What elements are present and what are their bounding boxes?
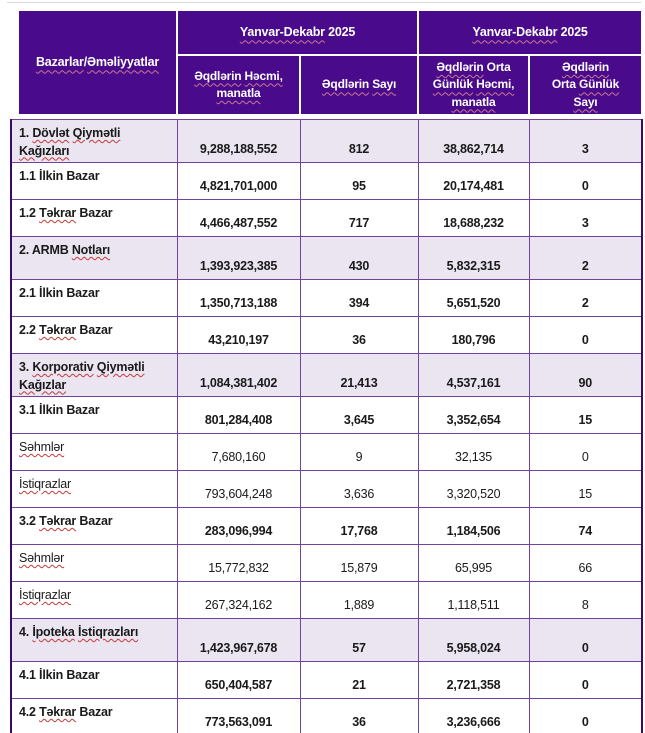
table-row bbox=[11, 545, 642, 582]
misspelled-word: manatla bbox=[451, 94, 496, 109]
value-cell: 394 bbox=[300, 280, 418, 317]
value-cell: 1,393,923,385 bbox=[177, 237, 300, 280]
value-cell: 36 bbox=[300, 699, 418, 733]
value-cell: 9 bbox=[300, 434, 418, 471]
table-row bbox=[11, 619, 642, 662]
value-cell: 65,995 bbox=[418, 545, 529, 582]
misspelled-word: Sayı bbox=[372, 77, 397, 92]
text-segment: Orta bbox=[483, 59, 511, 74]
misspelled-word: Səhmlər bbox=[19, 440, 65, 454]
value-cell: 430 bbox=[300, 237, 418, 280]
row-label bbox=[11, 200, 177, 237]
table-row bbox=[11, 508, 642, 545]
misspelled-word: Həcmi, bbox=[244, 68, 283, 83]
misspelled-word: Təkrar bbox=[39, 705, 77, 719]
text-segment: 1.1 İlkin Bazar bbox=[19, 169, 100, 183]
row-label bbox=[11, 120, 177, 163]
value-cell: 36 bbox=[300, 317, 418, 354]
misspelled-word: Əməliyyatlar bbox=[87, 55, 160, 70]
value-cell: 7,680,160 bbox=[177, 434, 300, 471]
value-cell: 3,645 bbox=[300, 397, 418, 434]
misspelled-word: Günlük bbox=[432, 77, 473, 92]
value-cell: 812 bbox=[300, 120, 418, 163]
value-cell: 66 bbox=[529, 545, 642, 582]
value-cell: 43,210,197 bbox=[177, 317, 300, 354]
text-segment: Orta bbox=[551, 77, 579, 92]
value-cell: 1,084,381,402 bbox=[177, 354, 300, 397]
misspelled-word: Səhmlər bbox=[19, 551, 65, 565]
value-cell: 773,563,091 bbox=[177, 699, 300, 733]
misspelled-word: Kağızları bbox=[19, 143, 70, 158]
misspelled-word: Əqdlərin bbox=[321, 77, 370, 92]
text-segment: Bazar bbox=[76, 323, 113, 337]
table-row bbox=[11, 354, 642, 397]
text-segment: 4.2 bbox=[19, 705, 40, 719]
table-row bbox=[11, 434, 642, 471]
value-cell: 0 bbox=[529, 699, 642, 733]
value-cell: 8 bbox=[529, 582, 642, 619]
value-cell: 717 bbox=[300, 200, 418, 237]
misspelled-word: Əqdlərin bbox=[436, 59, 484, 74]
value-cell: 2,721,358 bbox=[418, 662, 529, 699]
value-cell: 0 bbox=[529, 163, 642, 200]
table-row bbox=[11, 317, 642, 354]
text-segment: Bazar bbox=[76, 705, 113, 719]
value-cell: 3,636 bbox=[300, 471, 418, 508]
table-row bbox=[11, 471, 642, 508]
table-row bbox=[11, 200, 642, 237]
column-header-avg-daily-count bbox=[530, 56, 641, 114]
value-cell: 9,288,188,552 bbox=[177, 120, 300, 163]
row-label bbox=[11, 582, 177, 619]
misspelled-word: Bazarlar bbox=[35, 55, 84, 70]
misspelled-word: Günlük bbox=[578, 77, 620, 92]
misspelled-word: İstiqrazları bbox=[77, 625, 139, 639]
table-row bbox=[11, 120, 642, 163]
row-label bbox=[11, 280, 177, 317]
value-cell: 3,352,654 bbox=[418, 397, 529, 434]
table-row bbox=[11, 163, 642, 200]
row-label bbox=[11, 662, 177, 699]
value-cell: 0 bbox=[529, 619, 642, 662]
value-cell: 95 bbox=[300, 163, 418, 200]
misspelled-word: Notları bbox=[71, 243, 110, 257]
value-cell: 18,688,232 bbox=[418, 200, 529, 237]
value-cell: 4,537,161 bbox=[418, 354, 529, 397]
misspelled-word: Əqdlərin bbox=[194, 68, 242, 83]
row-label bbox=[11, 545, 177, 582]
value-cell: 1,118,511 bbox=[418, 582, 529, 619]
value-cell: 4,466,487,552 bbox=[177, 200, 300, 237]
value-cell: 17,768 bbox=[300, 508, 418, 545]
value-cell: 1,184,506 bbox=[418, 508, 529, 545]
text-segment: 1.2 bbox=[19, 206, 40, 220]
misspelled-word: Həcmi, bbox=[476, 77, 515, 92]
value-cell: 4,821,701,000 bbox=[177, 163, 300, 200]
row-label bbox=[11, 317, 177, 354]
value-cell: 2 bbox=[529, 237, 642, 280]
column-header-deal-count bbox=[301, 56, 417, 114]
table-row bbox=[11, 280, 642, 317]
value-cell: 5,832,315 bbox=[418, 237, 529, 280]
value-cell: 3,320,520 bbox=[418, 471, 529, 508]
text-segment: 2025 bbox=[324, 25, 356, 40]
value-cell: 0 bbox=[529, 317, 642, 354]
page-top-rule bbox=[7, 2, 641, 3]
row-label bbox=[11, 619, 177, 662]
value-cell: 21 bbox=[300, 662, 418, 699]
value-cell: 15 bbox=[529, 471, 642, 508]
value-cell: 650,404,587 bbox=[177, 662, 300, 699]
table-row bbox=[11, 582, 642, 619]
text-segment: 3. bbox=[19, 360, 33, 374]
column-header-markets-operations bbox=[19, 11, 176, 114]
misspelled-word: Təkrar bbox=[39, 514, 77, 528]
value-cell: 20,174,481 bbox=[418, 163, 529, 200]
value-cell: 5,651,520 bbox=[418, 280, 529, 317]
text-segment: 4. bbox=[19, 625, 33, 639]
misspelled-word: İstiqrazlar bbox=[19, 477, 71, 491]
misspelled-word: Yanvar-Dekabr bbox=[472, 25, 558, 40]
row-label bbox=[11, 163, 177, 200]
value-cell: 74 bbox=[529, 508, 642, 545]
row-label bbox=[11, 699, 177, 733]
text-segment: 2.2 bbox=[19, 323, 40, 337]
text-segment: 3.2 bbox=[19, 514, 40, 528]
value-cell: 801,284,408 bbox=[177, 397, 300, 434]
value-cell: 3,236,666 bbox=[418, 699, 529, 733]
securities-market-table bbox=[10, 119, 643, 733]
value-cell: 283,096,994 bbox=[177, 508, 300, 545]
text-segment: 1. bbox=[19, 126, 33, 140]
text-segment: 2.1 İlkin Bazar bbox=[19, 286, 100, 300]
value-cell: 90 bbox=[529, 354, 642, 397]
value-cell: 3 bbox=[529, 200, 642, 237]
row-label bbox=[11, 434, 177, 471]
market-table-body bbox=[11, 120, 642, 733]
misspelled-word: manatla bbox=[216, 86, 261, 100]
value-cell: 57 bbox=[300, 619, 418, 662]
column-header-avg-daily-volume bbox=[419, 56, 528, 114]
group-header-period-2 bbox=[419, 11, 641, 54]
text-segment: 2025 bbox=[557, 25, 588, 40]
table-row bbox=[11, 397, 642, 434]
value-cell: 267,324,162 bbox=[177, 582, 300, 619]
misspelled-word: Sayı bbox=[573, 94, 598, 109]
text-segment: 2. ARMB bbox=[19, 243, 72, 257]
value-cell: 21,413 bbox=[300, 354, 418, 397]
misspelled-word: İstiqrazlar bbox=[19, 588, 71, 602]
misspelled-word: Qiymətli bbox=[72, 126, 121, 140]
value-cell: 3 bbox=[529, 120, 642, 163]
value-cell: 1,889 bbox=[300, 582, 418, 619]
value-cell: 180,796 bbox=[418, 317, 529, 354]
value-cell: 0 bbox=[529, 662, 642, 699]
text-segment: Bazar bbox=[76, 514, 113, 528]
row-label bbox=[11, 508, 177, 545]
misspelled-word: Əqdlərin bbox=[561, 59, 610, 74]
misspelled-word: Dövlət bbox=[32, 126, 70, 140]
value-cell: 793,604,248 bbox=[177, 471, 300, 508]
row-label bbox=[11, 471, 177, 508]
text-segment: / bbox=[83, 55, 88, 70]
group-header-period-1 bbox=[178, 11, 417, 54]
misspelled-word: Təkrar bbox=[39, 206, 77, 220]
table-row bbox=[11, 662, 642, 699]
table-row bbox=[11, 237, 642, 280]
value-cell: 5,958,024 bbox=[418, 619, 529, 662]
row-label bbox=[11, 354, 177, 397]
text-segment: 3.1 İlkin Bazar bbox=[19, 403, 100, 417]
table-row bbox=[11, 699, 642, 733]
misspelled-word: Yanvar-Dekabr bbox=[239, 25, 325, 40]
value-cell: 38,862,714 bbox=[418, 120, 529, 163]
text-segment: Bazar bbox=[76, 206, 113, 220]
value-cell: 0 bbox=[529, 434, 642, 471]
value-cell: 1,423,967,678 bbox=[177, 619, 300, 662]
value-cell: 32,135 bbox=[418, 434, 529, 471]
row-label bbox=[11, 237, 177, 280]
misspelled-word: Korporativ bbox=[32, 360, 94, 374]
misspelled-word: Təkrar bbox=[39, 323, 77, 337]
row-label bbox=[11, 397, 177, 434]
misspelled-word: Qiymətli bbox=[96, 360, 145, 374]
value-cell: 15,879 bbox=[300, 545, 418, 582]
text-segment: 4.1 İlkin Bazar bbox=[19, 668, 100, 682]
misspelled-word: İpoteka bbox=[32, 625, 75, 639]
value-cell: 1,350,713,188 bbox=[177, 280, 300, 317]
value-cell: 2 bbox=[529, 280, 642, 317]
value-cell: 15,772,832 bbox=[177, 545, 300, 582]
misspelled-word: Kağızlar bbox=[19, 377, 67, 392]
value-cell: 15 bbox=[529, 397, 642, 434]
column-header-deal-volume bbox=[178, 56, 299, 114]
